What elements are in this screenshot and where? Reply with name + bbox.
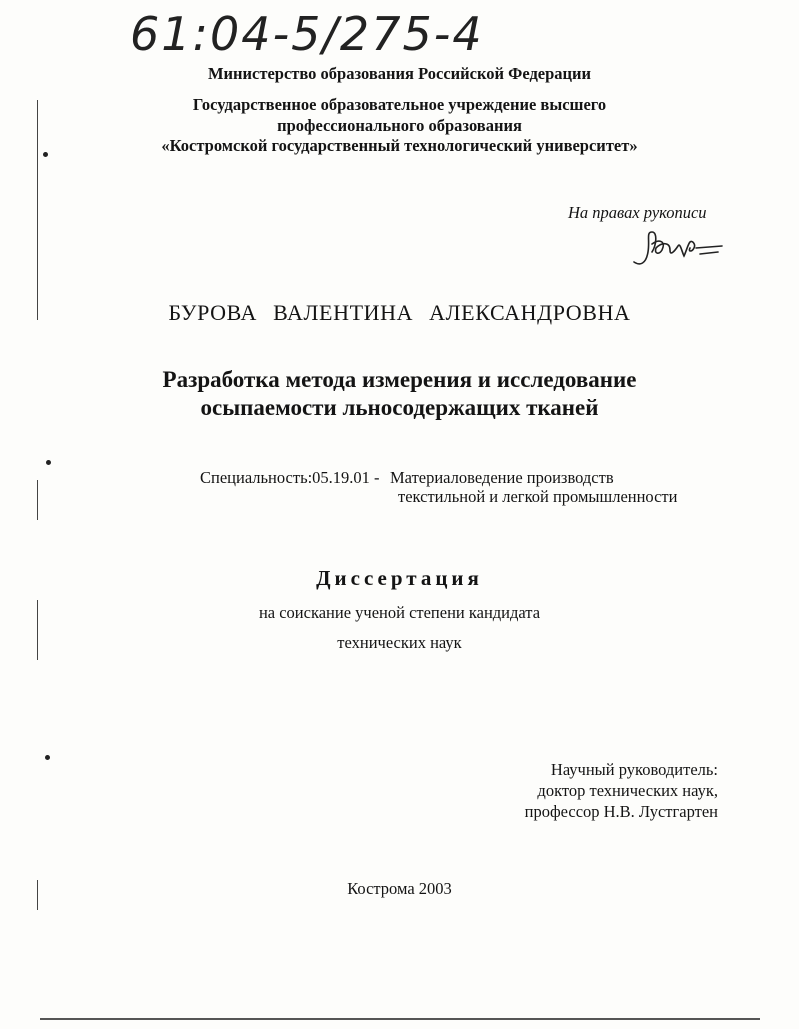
ministry-name: Министерство образования Российской Федерации: [207, 64, 592, 83]
punch-hole-mark: [43, 152, 48, 157]
signature-icon: [626, 222, 726, 272]
punch-hole-mark: [46, 460, 51, 465]
dissertation-title-line-1: Разработка метода измерения и исследование: [162, 367, 637, 392]
specialty-name-line-1: Материаловедение производств: [390, 468, 614, 487]
dissertation-title-line-2: осыпаемости льносодержащих тканей: [200, 395, 599, 420]
city-year: Кострома 2003: [347, 879, 452, 898]
institution-line-1: Государственное образовательное учреждение высшего: [192, 95, 607, 114]
handwritten-registry-number: [130, 8, 510, 60]
scan-margin-line: [37, 480, 38, 520]
institution-line-2: профессионального образования: [277, 116, 522, 135]
handwritten-registry-number-text: 61:04-5/275-4: [130, 8, 484, 60]
degree-line-1: на соискание ученой степени кандидата: [258, 603, 541, 622]
scan-margin-line: [37, 600, 38, 660]
supervisor-name: профессор Н.В. Лустгартен: [524, 802, 718, 821]
author-name: БУРОВА ВАЛЕНТИНА АЛЕКСАНДРОВНА: [168, 300, 631, 325]
supervisor-block: [525, 759, 718, 822]
punch-hole-mark: [45, 755, 50, 760]
scan-margin-line: [37, 100, 38, 320]
specialty-code: Специальность:05.19.01 -: [200, 468, 380, 487]
thesis-label: Диссертация: [316, 566, 483, 590]
institution-line-3: «Костромской государственный технологический университет»: [161, 136, 638, 155]
supervisor-degree: доктор технических наук,: [537, 781, 718, 800]
manuscript-rights-note: На правах рукописи: [568, 203, 707, 222]
supervisor-role: Научный руководитель:: [550, 760, 718, 779]
scan-bottom-edge: [40, 1018, 760, 1020]
degree-line-2: технических наук: [337, 633, 462, 652]
specialty-name-line-2: текстильной и легкой промышленности: [398, 487, 678, 506]
scan-margin-line: [37, 880, 38, 910]
